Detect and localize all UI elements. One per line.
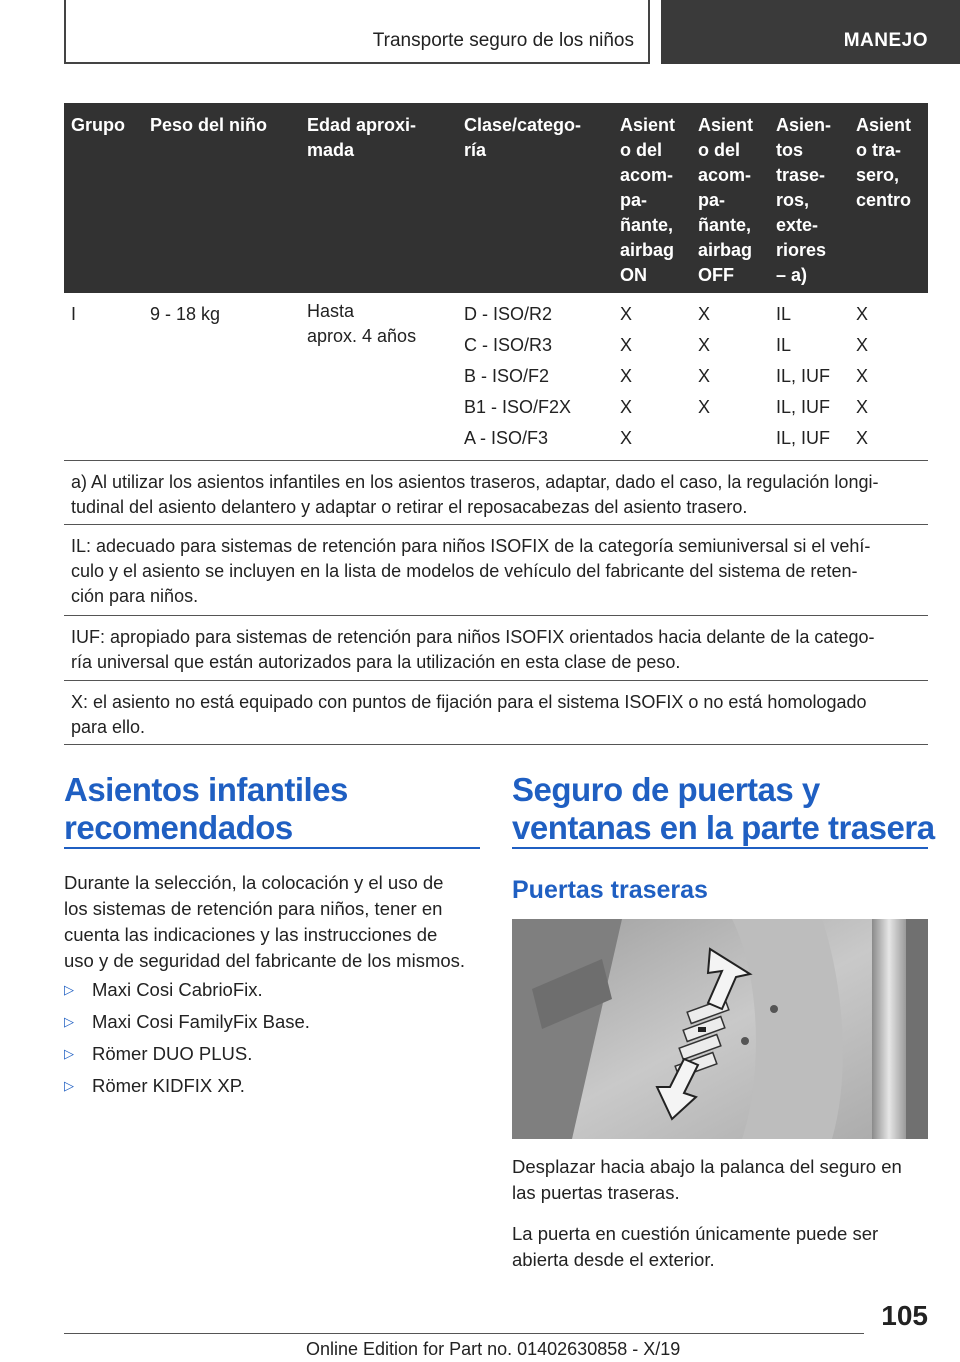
heading-rule-left <box>64 847 480 849</box>
cell-group: I <box>71 304 77 324</box>
header-section-title: Transporte seguro de los niños <box>372 30 634 51</box>
cell-rear-outer: IL IL IL, IUF IL, IUF IL, IUF <box>776 304 831 448</box>
footer-rule <box>64 1333 864 1334</box>
bullet-triangle-icon: ▷ <box>64 982 74 997</box>
heading-recommended-seats: Asientos infantiles recomendados <box>64 771 348 846</box>
cell-weight: 9 - 18 kg <box>150 304 221 324</box>
subheading-rear-doors: Puertas traseras <box>512 876 708 904</box>
list-item: ▷ Römer KIDFIX XP. <box>64 1075 245 1096</box>
bullet-triangle-icon: ▷ <box>64 1078 74 1093</box>
cell-rear-center: X X X X X <box>856 304 869 448</box>
cell-age: Hasta aprox. 4 años <box>307 301 417 346</box>
th-passenger-airbag-on: Asient o del acom- pa- ñante, airbag ON <box>620 115 676 285</box>
footnote-il: IL: adecuado para sistemas de retención para niños ISOFIX de la categoría semiuniversal si el vehí- culo y el asiento se incluyen en la lista de modelos de vehículo del fabricante del sistema de reten- ción para niños. <box>64 525 928 616</box>
table-row <box>64 293 928 461</box>
rear-door-lock-photo <box>512 919 928 1139</box>
bullet-triangle-icon: ▷ <box>64 1014 74 1029</box>
note-paragraph: La puerta en cuestión únicamente puede ser abierta desde el exterior. <box>512 1223 879 1270</box>
header-chapter-tab <box>661 0 960 64</box>
th-passenger-airbag-off: Asient o del acom- pa- ñante, airbag OFF <box>698 115 754 285</box>
table-header <box>64 103 928 293</box>
heading-door-lock: Seguro de puertas y ventanas en la parte trasera <box>512 771 935 846</box>
child-seat-table <box>64 103 928 461</box>
cell-airbag-off: X X X X <box>698 304 711 417</box>
instruction-paragraph: Desplazar hacia abajo la palanca del seguro en las puertas traseras. <box>512 1156 902 1203</box>
th-rear-center: Asient o tra- sero, centro <box>856 115 912 210</box>
footnote-x: X: el asiento no está equipado con puntos de fijación para el sistema ISOFIX o no está homologado para ello. <box>64 681 928 745</box>
th-weight: Peso del niño <box>150 115 268 135</box>
header-section-tab <box>64 0 650 64</box>
th-group: Grupo <box>71 115 125 135</box>
footnote-iuf: IUF: apropiado para sistemas de retención para niños ISOFIX orientados hacia delante de la catego- ría universal que están autorizados para la utilización en esta clase de peso. <box>64 616 928 681</box>
page-number: 105 <box>881 1300 928 1331</box>
bullet-triangle-icon: ▷ <box>64 1046 74 1061</box>
header-chapter-title: MANEJO <box>843 30 928 51</box>
list-item: ▷ Römer DUO PLUS. <box>64 1043 253 1064</box>
list-item: ▷ Maxi Cosi FamilyFix Base. <box>64 1011 310 1032</box>
intro-paragraph: Durante la selección, la colocación y el uso de los sistemas de retención para niños, tener en cuenta las indicaciones y las instrucciones de uso y de seguridad del fabricante de los mismos. <box>64 872 466 971</box>
cell-class: D - ISO/R2 C - ISO/R3 B - ISO/F2 B1 - ISO/F2X A - ISO/F3 <box>464 304 572 448</box>
heading-rule-right <box>512 847 928 849</box>
cell-airbag-on: X X X X X <box>620 304 633 448</box>
list-item: ▷ Maxi Cosi CabrioFix. <box>64 979 263 1000</box>
footnote-a: a) Al utilizar los asientos infantiles en los asientos traseros, adaptar, dado el caso, la regulación longi- tudinal del asiento delantero y adaptar o retirar el reposacabezas del asiento trasero. <box>64 461 928 525</box>
th-rear-outer: Asien- tos trase- ros, exte- riores – a) <box>776 115 832 285</box>
th-age: Edad aproxi- mada <box>307 115 417 160</box>
footer-edition: Online Edition for Part no. 01402630858 - X/19 <box>306 1339 681 1359</box>
th-class: Clase/catego- ría <box>464 115 582 160</box>
